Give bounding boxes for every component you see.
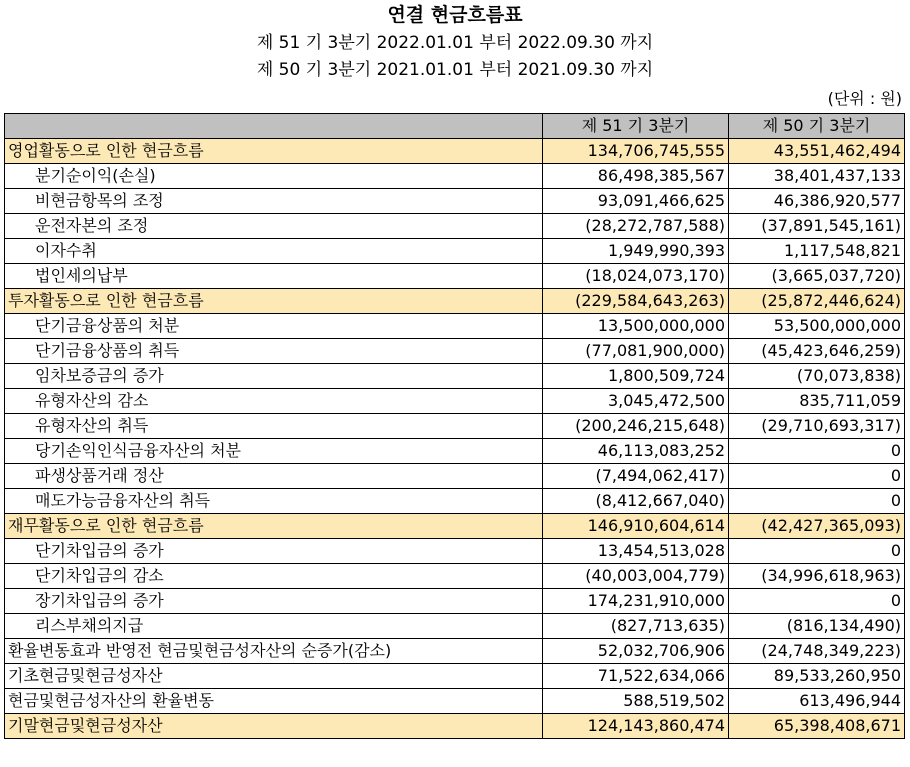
value-current: 46,113,083,252 (543, 439, 729, 464)
value-prior: 38,401,437,133 (729, 164, 905, 189)
period-current: 제 51 기 3분기 2022.01.01 부터 2022.09.30 까지 (256, 33, 654, 53)
value-current: 134,706,745,555 (543, 139, 729, 164)
row-label: 장기차입금의 증가 (5, 589, 543, 614)
row-label: 현금및현금성자산의 환율변동 (5, 689, 543, 714)
table-row (5, 164, 905, 189)
value-current: 588,519,502 (543, 689, 729, 714)
value-current: 124,143,860,474 (543, 714, 729, 739)
row-label: 환율변동효과 반영전 현금및현금성자산의 순증가(감소) (5, 639, 543, 664)
table-row (5, 614, 905, 639)
value-current: 1,949,990,393 (543, 239, 729, 264)
row-label: 분기순이익(손실) (5, 164, 543, 189)
row-label: 영업활동으로 인한 현금흐름 (5, 139, 543, 164)
row-label: 매도가능금융자산의 취득 (5, 489, 543, 514)
value-current: (200,246,215,648) (543, 414, 729, 439)
row-label: 단기차입금의 증가 (5, 539, 543, 564)
table-body (5, 139, 905, 739)
row-label: 리스부채의지급 (5, 614, 543, 639)
value-current: (229,584,643,263) (543, 289, 729, 314)
value-current: (8,412,667,040) (543, 489, 729, 514)
value-prior: (24,748,349,223) (729, 639, 905, 664)
row-label: 기초현금및현금성자산 (5, 664, 543, 689)
value-prior: (70,073,838) (729, 364, 905, 389)
table-row (5, 214, 905, 239)
table-row (5, 564, 905, 589)
period-prior: 제 50 기 3분기 2021.01.01 부터 2021.09.30 까지 (256, 60, 654, 80)
table-row (5, 639, 905, 664)
column-header-prior: 제 50 기 3분기 (729, 114, 905, 139)
row-label: 재무활동으로 인한 현금흐름 (5, 514, 543, 539)
row-label: 유형자산의 감소 (5, 389, 543, 414)
value-current: 13,454,513,028 (543, 539, 729, 564)
table-row (5, 439, 905, 464)
value-prior: (34,996,618,963) (729, 564, 905, 589)
row-label: 이자수취 (5, 239, 543, 264)
value-current: (18,024,073,170) (543, 264, 729, 289)
unit-label: (단위 : 원) (827, 89, 902, 108)
row-label: 법인세의납부 (5, 264, 543, 289)
row-label: 운전자본의 조정 (5, 214, 543, 239)
value-prior: (37,891,545,161) (729, 214, 905, 239)
value-current: 146,910,604,614 (543, 514, 729, 539)
table-row (5, 189, 905, 214)
table-row (5, 664, 905, 689)
table-row (5, 514, 905, 539)
value-prior: 65,398,408,671 (729, 714, 905, 739)
table-row (5, 339, 905, 364)
table-row (5, 714, 905, 739)
value-current: (77,081,900,000) (543, 339, 729, 364)
row-label: 단기차입금의 감소 (5, 564, 543, 589)
row-label: 기말현금및현금성자산 (5, 714, 543, 739)
table-header-row (5, 114, 905, 139)
table-row (5, 239, 905, 264)
table-row (5, 389, 905, 414)
value-current: 52,032,706,906 (543, 639, 729, 664)
value-prior: 89,533,260,950 (729, 664, 905, 689)
value-current: 13,500,000,000 (543, 314, 729, 339)
value-current: (40,003,004,779) (543, 564, 729, 589)
value-prior: 46,386,920,577 (729, 189, 905, 214)
value-current: 86,498,385,567 (543, 164, 729, 189)
row-label: 투자활동으로 인한 현금흐름 (5, 289, 543, 314)
value-current: 93,091,466,625 (543, 189, 729, 214)
table-row (5, 289, 905, 314)
value-current: 174,231,910,000 (543, 589, 729, 614)
statement-title: 연결 현금흐름표 (387, 4, 523, 26)
row-label: 단기금융상품의 취득 (5, 339, 543, 364)
value-current: 1,800,509,724 (543, 364, 729, 389)
row-label: 당기손익인식금융자산의 처분 (5, 439, 543, 464)
value-prior: (25,872,446,624) (729, 289, 905, 314)
value-prior: 0 (729, 439, 905, 464)
value-current: 3,045,472,500 (543, 389, 729, 414)
value-current: (28,272,787,588) (543, 214, 729, 239)
table-row (5, 589, 905, 614)
table-row (5, 139, 905, 164)
value-prior: 53,500,000,000 (729, 314, 905, 339)
value-prior: 835,711,059 (729, 389, 905, 414)
value-prior: 1,117,548,821 (729, 239, 905, 264)
table-row (5, 489, 905, 514)
value-current: 71,522,634,066 (543, 664, 729, 689)
cash-flow-table (4, 113, 905, 739)
table-row (5, 414, 905, 439)
value-prior: (45,423,646,259) (729, 339, 905, 364)
row-label: 유형자산의 취득 (5, 414, 543, 439)
table-row (5, 689, 905, 714)
value-prior: 0 (729, 589, 905, 614)
table-row (5, 314, 905, 339)
table-row (5, 539, 905, 564)
value-prior: (29,710,693,317) (729, 414, 905, 439)
column-header-label (5, 114, 543, 139)
row-label: 파생상품거래 정산 (5, 464, 543, 489)
table-row (5, 364, 905, 389)
statement-header (0, 0, 910, 84)
value-prior: 43,551,462,494 (729, 139, 905, 164)
value-prior: (42,427,365,093) (729, 514, 905, 539)
row-label: 비현금항목의 조정 (5, 189, 543, 214)
value-prior: 613,496,944 (729, 689, 905, 714)
value-prior: 0 (729, 489, 905, 514)
value-prior: 0 (729, 464, 905, 489)
row-label: 임차보증금의 증가 (5, 364, 543, 389)
table-row (5, 464, 905, 489)
column-header-current: 제 51 기 3분기 (543, 114, 729, 139)
value-current: (7,494,062,417) (543, 464, 729, 489)
value-prior: (816,134,490) (729, 614, 905, 639)
value-prior: (3,665,037,720) (729, 264, 905, 289)
value-current: (827,713,635) (543, 614, 729, 639)
table-row (5, 264, 905, 289)
value-prior: 0 (729, 539, 905, 564)
row-label: 단기금융상품의 처분 (5, 314, 543, 339)
